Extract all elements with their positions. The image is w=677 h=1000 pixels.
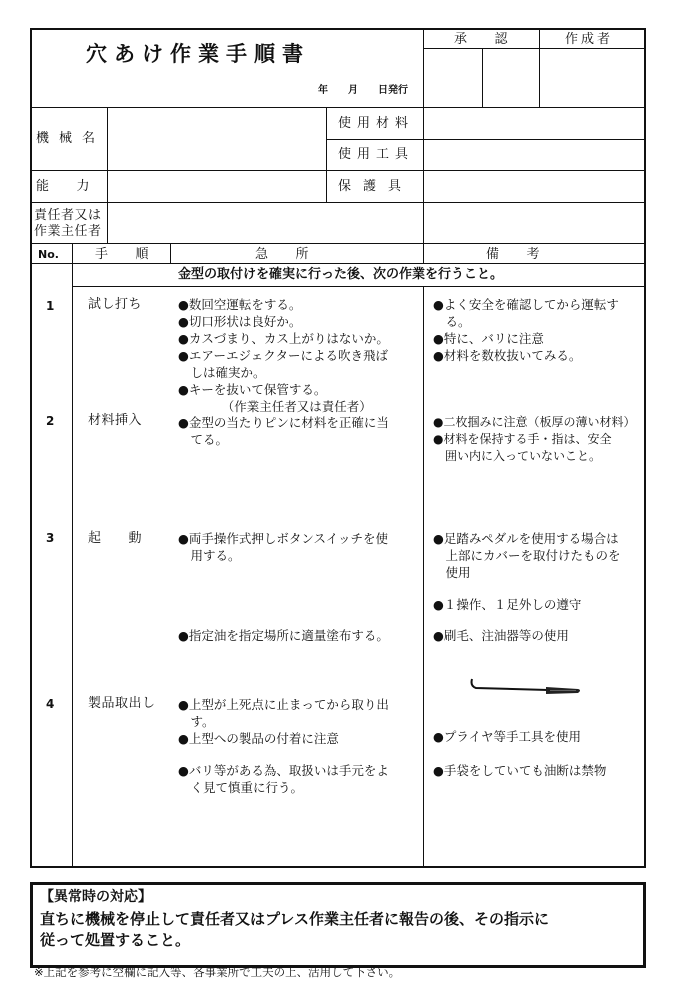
col-key-header: 急 所 <box>255 247 310 262</box>
document-title: 穴あけ作業手順書 <box>86 42 310 66</box>
responsible-label-line2: 作業主任者 <box>34 224 102 239</box>
author-stamp-box[interactable] <box>540 49 644 107</box>
note-3b: ●１操作、１足外しの遵守 <box>433 597 582 612</box>
approval-stamp-box-2[interactable] <box>483 49 538 107</box>
usage-note: ※上記を参考に空欄に記入等、各事業所で工夫の上、活用して下さい。 <box>34 965 401 979</box>
machine-name-label: 機械名 <box>36 131 106 146</box>
col-note-header: 備 考 <box>486 247 541 262</box>
step-name-3: 起 動 <box>88 531 143 546</box>
step-name-4: 製品取出し <box>88 696 156 711</box>
responsible-field[interactable] <box>108 203 422 243</box>
key-point-4: ●上型が上死点に止まってから取り出 す。 ●上型への製品の付着に注意 <box>178 697 389 746</box>
note-4: ●プライヤ等手工具を使用 <box>433 729 582 744</box>
tool-field[interactable] <box>424 140 644 170</box>
material-field[interactable] <box>424 108 644 139</box>
step-number-4: 4 <box>46 697 55 711</box>
capacity-field[interactable] <box>108 171 325 202</box>
key-point-3b: ●指定油を指定場所に適量塗布する。 <box>178 628 389 643</box>
approval-stamp-box[interactable] <box>424 49 481 107</box>
approval-label: 承 認 <box>454 32 509 47</box>
key-point-4b: ●バリ等がある為、取扱いは手元をよ く見て慎重に行う。 <box>178 763 389 795</box>
tool-label: 使用工具 <box>338 147 415 162</box>
hook-tool-icon <box>468 676 583 700</box>
note-2: ●二枚掴みに注意（板厚の薄い材料） ●材料を保持する手・指は、安全 囲い内に入っていないこと。 <box>433 415 636 463</box>
step-name-1: 試し打ち <box>88 297 143 312</box>
col-step-header: 手 順 <box>95 247 150 262</box>
step-number-1: 1 <box>46 299 55 313</box>
banner-instruction: 金型の取付けを確実に行った後、次の作業を行うこと。 <box>178 267 504 282</box>
note-4b: ●手袋をしていても油断は禁物 <box>433 763 607 778</box>
note-1: ●よく安全を確認してから運転す る。 ●特に、バリに注意 ●材料を数枚抜いてみる。 <box>433 297 619 363</box>
key-point-1: ●数回空運転をする。 ●切口形状は良好か。 ●カスづまり、カス上がりはないか。 ●エアーエジェクターによる吹き飛ば しは確実か。 ●キーを抜いて保管する。 （作業主任者又は責任者） <box>178 297 389 414</box>
key-point-3: ●両手操作式押しボタンスイッチを使 用する。 <box>178 531 389 563</box>
col-no-header: No. <box>38 248 59 261</box>
author-label: 作成者 <box>565 32 614 47</box>
step-name-2: 材料挿入 <box>88 413 143 428</box>
protective-label: 保護具 <box>338 179 414 194</box>
machine-name-field[interactable] <box>108 108 325 170</box>
capacity-label: 能 力 <box>36 179 91 194</box>
note-3c: ●刷毛、注油器等の使用 <box>433 628 569 643</box>
material-label: 使用材料 <box>338 116 415 131</box>
responsible-label-line1: 責任者又は <box>34 208 102 223</box>
step-number-2: 2 <box>46 414 55 428</box>
step-number-3: 3 <box>46 531 55 545</box>
note-3: ●足踏みペダルを使用する場合は 上部にカバーを取付けたものを 使用 <box>433 531 621 580</box>
emergency-heading: 【異常時の対応】 <box>40 889 152 905</box>
emergency-instructions: 直ちに機械を停止して責任者又はプレス作業主任者に報告の後、その指示に 従って処置すること。 <box>40 910 549 949</box>
issue-date: 年 月 日発行 <box>318 85 408 96</box>
protective-field[interactable] <box>424 171 644 202</box>
key-point-2: ●金型の当たりピンに材料を正確に当 てる。 <box>178 415 389 447</box>
